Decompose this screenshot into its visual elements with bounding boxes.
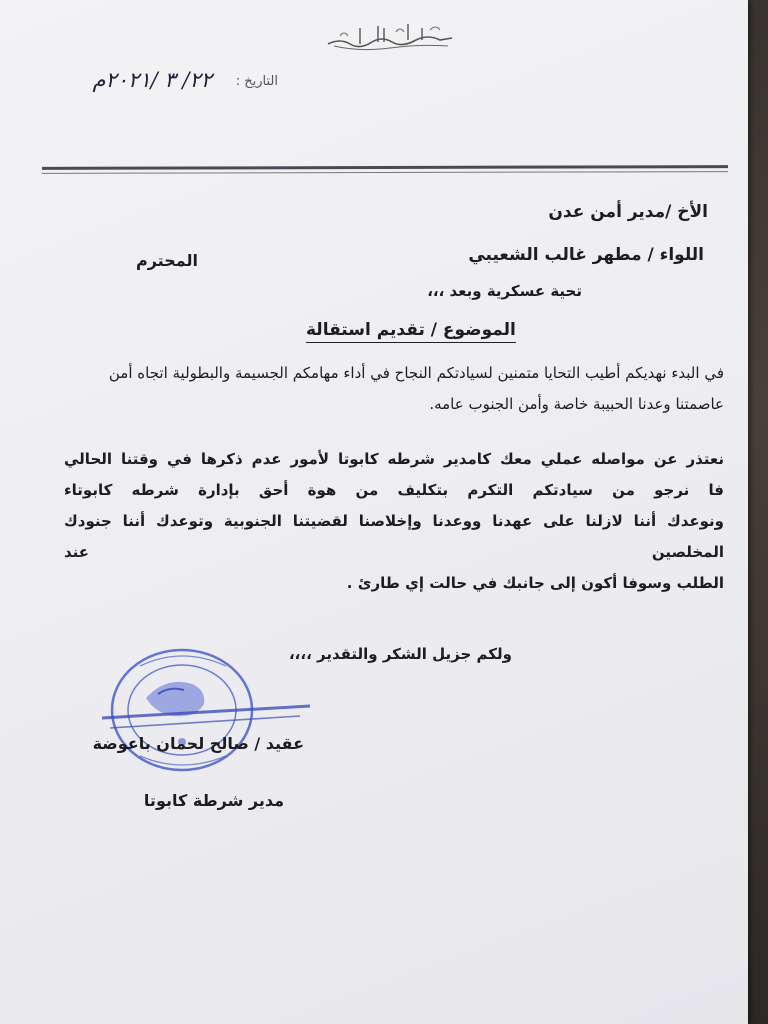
header-divider <box>42 165 728 170</box>
subject-line: الموضوع / تقديم استقالة <box>306 320 516 343</box>
greeting: تحية عسكرية وبعد ،،، <box>427 282 582 300</box>
closing-line: ولكم جزيل الشكر والتقدير ،،،، <box>288 645 512 663</box>
paragraph-line: الطلب وسوفا أكون إلى جانبك في حالت إي طارئ . <box>346 574 724 592</box>
basmala-calligraphy <box>320 16 460 56</box>
paragraph-line: نعتذر عن مواصله عملي معك كامدير شرطه كابوتا لأمور عدم ذكرها في وقتنا الحالي <box>64 450 724 468</box>
body-paragraph-2 <box>64 444 724 599</box>
signer-name: عقيد / صالح لحمان باعوضة <box>92 734 304 753</box>
addressee-name: اللواء / مطهر غالب الشعيبي <box>468 245 704 265</box>
respected-label: المحترم <box>136 251 198 270</box>
paragraph-line: ونوعدك أننا لازلنا على عهدنا ووعدنا وإخلاصنا لقضيتنا الجنوبية وتوعدك أننا جنودك المخلصين عند <box>64 512 724 561</box>
header-divider-thin <box>42 171 728 174</box>
official-stamp <box>100 646 320 776</box>
date-value: ٢٢/ ٣ /٢٠٢١م <box>92 68 212 92</box>
addressee-title: الأخ /مدير أمن عدن <box>548 202 708 222</box>
date-label: التاريخ : <box>235 74 278 89</box>
signer-position: مدير شرطة كابوتا <box>143 791 284 810</box>
paragraph-line: فا نرجو من سيادتكم التكرم بتكليف من هوة أحق بإدارة شرطه كابوتاء <box>64 481 724 499</box>
body-paragraph-1: في البدء نهديكم أطيب التحايا متمنين لسيادتكم النجاح في أداء مهامكم الجسيمة والبطولية اتجاه أمن عاصمتنا وعدنا الحبيبة خاصة وأمن الجنوب عامه. <box>108 364 724 413</box>
